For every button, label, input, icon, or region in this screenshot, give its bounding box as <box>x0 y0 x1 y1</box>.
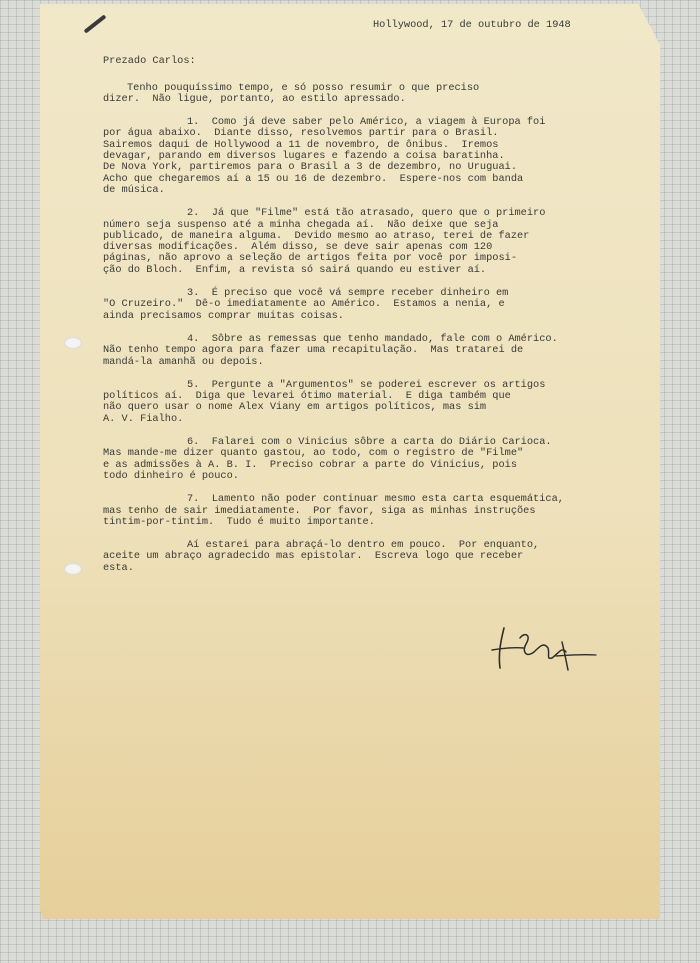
paragraph-line: páginas, não aprovo a seleção de artigos feita por você por imposi- <box>103 252 518 265</box>
paragraph-line: "O Cruzeiro." Dê-o imediatamente ao Américo. Estamos a nenia, e <box>103 298 505 311</box>
paragraph-line: Aí estarei para abraçá-lo dentro em pouco. Por enquanto, <box>187 539 540 552</box>
paragraph-line: 3. É preciso que você vá sempre receber dinheiro em <box>187 287 509 300</box>
paragraph-line: Sairemos daqui de Hollywood a 11 de novembro, de ônibus. Iremos <box>103 138 499 151</box>
paragraph-line: políticos aí. Diga que levarei ótimo material. E diga também que <box>103 390 511 403</box>
paragraph-intro <box>103 83 613 106</box>
paragraph-line: diversas modificações. Além disso, se deve sair apenas com 120 <box>103 241 493 254</box>
handwritten-signature-icon <box>490 622 600 674</box>
paragraph-line: número seja suspenso até a minha chegada aí. Não deixe que seja <box>103 218 499 231</box>
paragraph-item-2 <box>103 208 613 276</box>
paragraph-item-6 <box>103 437 613 482</box>
paragraph-item-5 <box>103 380 613 425</box>
paragraph-line: De Nova York, partiremos para o Brasil a 3 de dezembro, no Uruguai. <box>103 161 518 174</box>
paragraph-line: Mas mande-me dizer quanto gastou, ao todo, com o registro de "Filme" <box>103 447 524 460</box>
paragraph-item-1 <box>103 117 613 196</box>
punch-hole-icon <box>64 337 82 349</box>
paragraph-line: não quero usar o nome Alex Viany em artigos políticos, mas sim <box>103 401 487 414</box>
letter-greeting: Prezado Carlos: <box>103 55 196 68</box>
paragraph-item-3 <box>103 288 613 322</box>
paragraph-line: Tenho pouquíssimo tempo, e só posso resumir o que preciso <box>127 81 480 94</box>
paragraph-line: aceite um abraço agradecido mas epistolar. Escreva logo que receber <box>103 550 524 563</box>
paragraph-line: por água abaixo. Diante disso, resolvemos partir para o Brasil. <box>103 127 499 140</box>
paragraph-line: ainda precisamos comprar muitas coisas. <box>103 309 344 322</box>
letter-dateline: Hollywood, 17 de outubro de 1948 <box>373 19 571 31</box>
paragraph-line: 1. Como já deve saber pelo Américo, a viagem à Europa foi <box>187 116 546 129</box>
paragraph-line: mas tenho de sair imediatamente. Por favor, siga as minhas instruções <box>103 504 536 517</box>
paragraph-item-4 <box>103 334 613 368</box>
paragraph-line: publicado, de maneira alguma. Devido mesmo ao atraso, terei de fazer <box>103 229 530 242</box>
paragraph-line: mandá-la amanhã ou depois. <box>103 355 264 368</box>
letter-body <box>103 20 613 586</box>
paragraph-line: 2. Já que "Filme" está tão atrasado, quero que o primeiro <box>187 207 546 220</box>
paragraph-line: e as admissões à A. B. I. Preciso cobrar a parte do Vinicius, pois <box>103 458 518 471</box>
paragraph-line: esta. <box>103 561 134 574</box>
paragraph-line: 4. Sôbre as remessas que tenho mandado, fale com o Américo. <box>187 332 558 345</box>
paragraph-line: Não tenho tempo agora para fazer uma recapitulação. Mas tratarei de <box>103 344 524 357</box>
paragraph-line: de música. <box>103 183 165 196</box>
paragraph-item-7 <box>103 494 613 528</box>
paragraph-line: 5. Pergunte a "Argumentos" se poderei escrever os artigos <box>187 378 546 391</box>
paragraph-line: todo dinheiro é pouco. <box>103 469 239 482</box>
paragraph-line: 6. Falarei com o Vinicius sôbre a carta do Diário Carioca. <box>187 436 552 449</box>
paragraph-line: ção do Bloch. Enfim, a revista só sairá quando eu estiver aí. <box>103 263 487 276</box>
paragraph-line: dizer. Não ligue, portanto, ao estilo apressado. <box>103 92 406 105</box>
paragraph-line: Acho que chegaremos aí a 15 ou 16 de dezembro. Espere-nos com banda <box>103 172 524 185</box>
paragraph-line: devagar, parando em diversos lugares e fazendo a coisa baratinha. <box>103 150 505 163</box>
paragraph-line: tintim-por-tintim. Tudo é muito importante. <box>103 515 375 528</box>
paragraph-line: A. V. Fialho. <box>103 412 184 425</box>
paragraph-closing <box>103 540 613 574</box>
paragraph-line: 7. Lamento não poder continuar mesmo esta carta esquemática, <box>187 493 564 506</box>
punch-hole-icon <box>64 563 82 575</box>
